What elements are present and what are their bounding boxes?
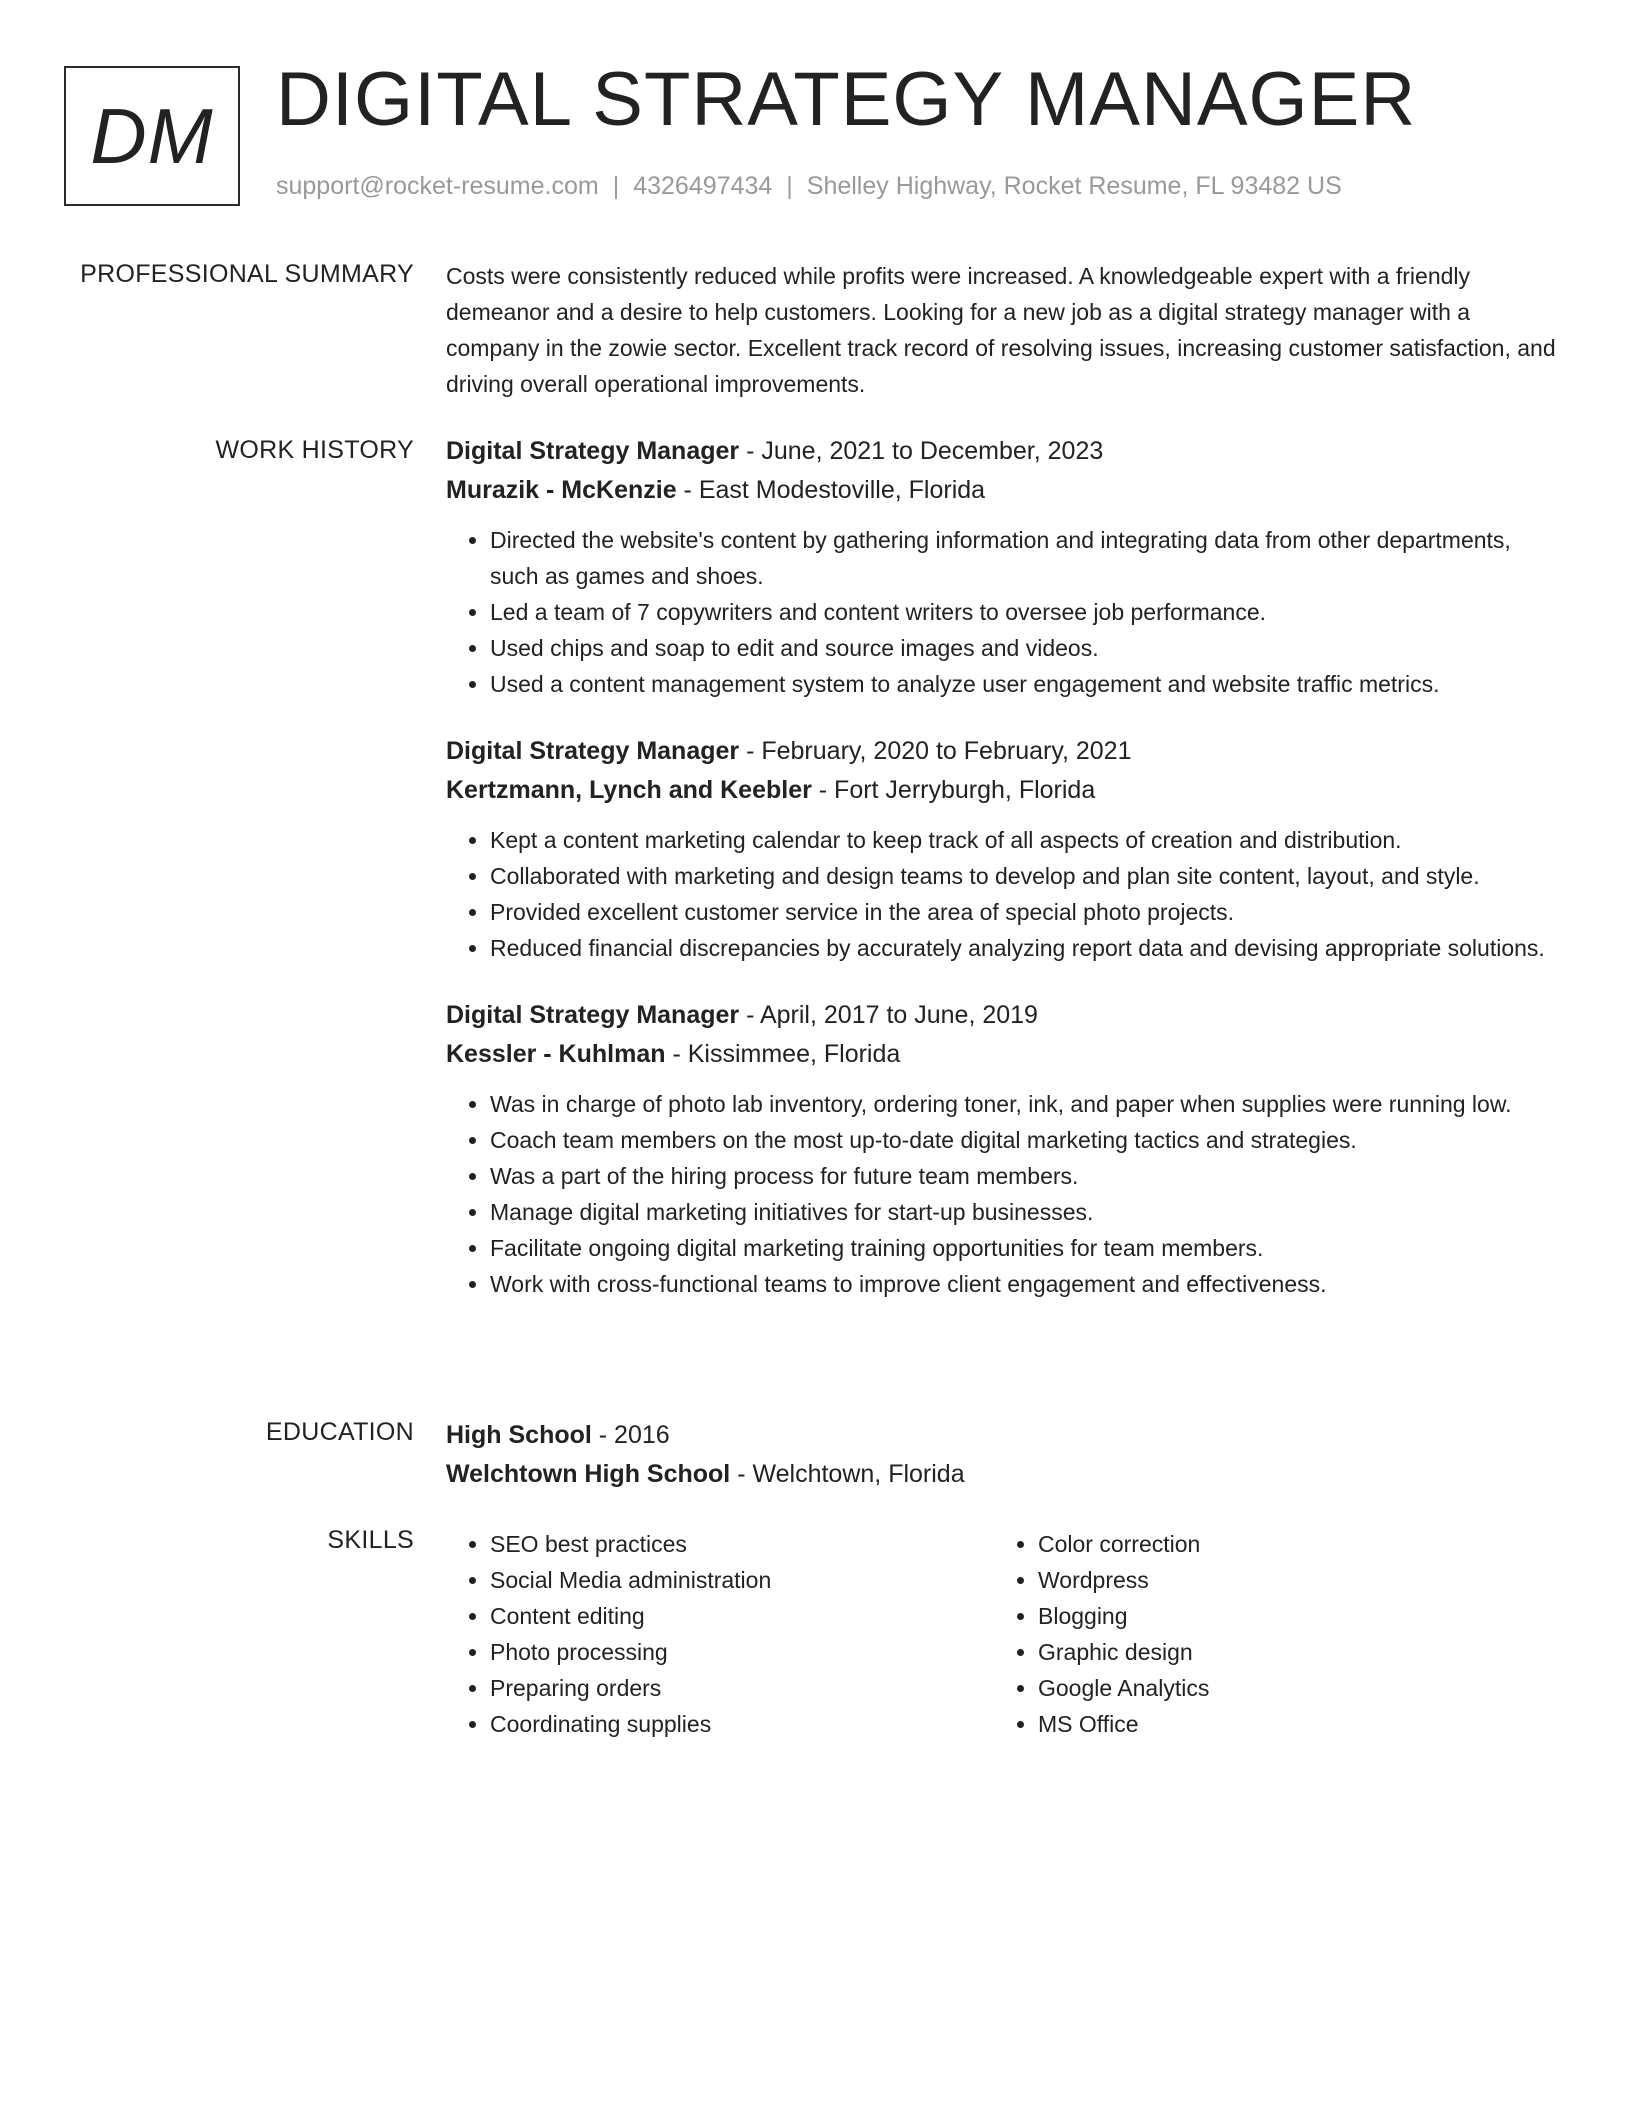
contact-separator: | <box>612 172 620 200</box>
skill-item: • Social Media administration <box>490 1562 994 1598</box>
job-location: - Fort Jerryburgh, Florida <box>811 776 1096 804</box>
job-company-line <box>446 771 1562 810</box>
job-bullet: • Manage digital marketing initiatives for start-up businesses. <box>490 1194 1562 1230</box>
education-location: - Welchtown, Florida <box>730 1460 965 1488</box>
job-company: Kertzmann, Lynch and Keebler <box>446 776 812 804</box>
job-company-line <box>446 471 1562 510</box>
job-company: Kessler - Kuhlman <box>446 1040 666 1068</box>
skills-body <box>446 1526 1562 1742</box>
job-bullets <box>446 1086 1562 1302</box>
job-entry <box>446 732 1562 966</box>
job-title: Digital Strategy Manager <box>446 737 740 765</box>
skill-item: • Wordpress <box>1038 1562 1542 1598</box>
skill-item: • SEO best practices <box>490 1526 994 1562</box>
job-title-line <box>446 996 1562 1035</box>
contact-email[interactable]: support@rocket-resume.com <box>276 172 599 200</box>
job-bullets <box>446 822 1562 966</box>
skill-item: • Graphic design <box>1038 1634 1542 1670</box>
page-title: DIGITAL STRATEGY MANAGER <box>276 57 1417 142</box>
job-company-line <box>446 1035 1562 1074</box>
job-bullet: • Work with cross-functional teams to improve client engagement and effectiveness. <box>490 1266 1562 1302</box>
job-bullet: • Coach team members on the most up-to-date digital marketing tactics and strategies. <box>490 1122 1562 1158</box>
job-title-line <box>446 732 1562 771</box>
job-bullets <box>446 522 1562 702</box>
job-location: - Kissimmee, Florida <box>665 1040 901 1068</box>
job-bullet: • Led a team of 7 copywriters and content writers to oversee job performance. <box>490 594 1562 630</box>
education-school: Welchtown High School <box>446 1460 731 1488</box>
education-degree: High School <box>446 1421 592 1449</box>
job-company: Murazik - McKenzie <box>446 476 677 504</box>
job-bullet: • Was in charge of photo lab inventory, ordering toner, ink, and paper when supplies were running low. <box>490 1086 1562 1122</box>
job-bullet: • Kept a content marketing calendar to keep track of all aspects of creation and distribution. <box>490 822 1562 858</box>
skill-item: • Coordinating supplies <box>490 1706 994 1742</box>
job-dates: - February, 2020 to February, 2021 <box>739 737 1132 765</box>
skills-column-right <box>994 1526 1542 1742</box>
job-bullet: • Used chips and soap to edit and source images and videos. <box>490 630 1562 666</box>
job-bullet: • Directed the website's content by gathering information and integrating data from other departments, such as games and shoes. <box>490 522 1562 594</box>
job-location: - East Modestoville, Florida <box>676 476 986 504</box>
summary-body <box>446 258 1562 402</box>
section-label-education: EDUCATION <box>265 1418 414 1446</box>
skill-item: • MS Office <box>1038 1706 1542 1742</box>
contact-address: Shelley Highway, Rocket Resume, FL 93482 US <box>806 172 1342 200</box>
job-entry <box>446 432 1562 702</box>
education-body <box>446 1416 1562 1494</box>
job-dates: - June, 2021 to December, 2023 <box>739 437 1104 465</box>
section-label-work: WORK HISTORY <box>215 436 414 464</box>
contact-phone[interactable]: 4326497434 <box>633 172 773 200</box>
work-body <box>446 432 1562 1302</box>
job-bullet: • Reduced financial discrepancies by accurately analyzing report data and devising appropriate solutions. <box>490 930 1562 966</box>
job-title: Digital Strategy Manager <box>446 1001 740 1029</box>
skill-item: • Photo processing <box>490 1634 994 1670</box>
job-title-line <box>446 432 1562 471</box>
skill-item: • Blogging <box>1038 1598 1542 1634</box>
skills-column-left <box>446 1526 994 1742</box>
job-bullet: • Used a content management system to analyze user engagement and website traffic metrics. <box>490 666 1562 702</box>
contact-line <box>276 172 1342 201</box>
summary-text: Costs were consistently reduced while profits were increased. A knowledgeable expert with a friendly demeanor and a desire to help customers. Looking for a new job as a digital strategy manager with a company in the zowie sector. Excellent track record of resolving issues, increasing customer satisfaction, and driving overall operational improvements. <box>446 263 1556 397</box>
job-dates: - April, 2017 to June, 2019 <box>739 1001 1038 1029</box>
education-year: - 2016 <box>591 1421 670 1449</box>
skill-item: • Google Analytics <box>1038 1670 1542 1706</box>
section-label-summary: PROFESSIONAL SUMMARY <box>80 260 414 288</box>
education-degree-line <box>446 1416 1562 1455</box>
contact-separator: | <box>786 172 793 200</box>
job-entry <box>446 996 1562 1302</box>
section-label-skills: SKILLS <box>327 1526 414 1554</box>
job-bullet: • Was a part of the hiring process for future team members. <box>490 1158 1562 1194</box>
job-bullet: • Collaborated with marketing and design teams to develop and plan site content, layout, and style. <box>490 858 1562 894</box>
job-title: Digital Strategy Manager <box>446 437 740 465</box>
education-school-line <box>446 1455 1562 1494</box>
skill-item: • Color correction <box>1038 1526 1542 1562</box>
skill-item: • Content editing <box>490 1598 994 1634</box>
skill-item: • Preparing orders <box>490 1670 994 1706</box>
job-bullet: • Provided excellent customer service in the area of special photo projects. <box>490 894 1562 930</box>
monogram-logo: DM <box>64 66 240 206</box>
job-bullet: • Facilitate ongoing digital marketing training opportunities for team members. <box>490 1230 1562 1266</box>
